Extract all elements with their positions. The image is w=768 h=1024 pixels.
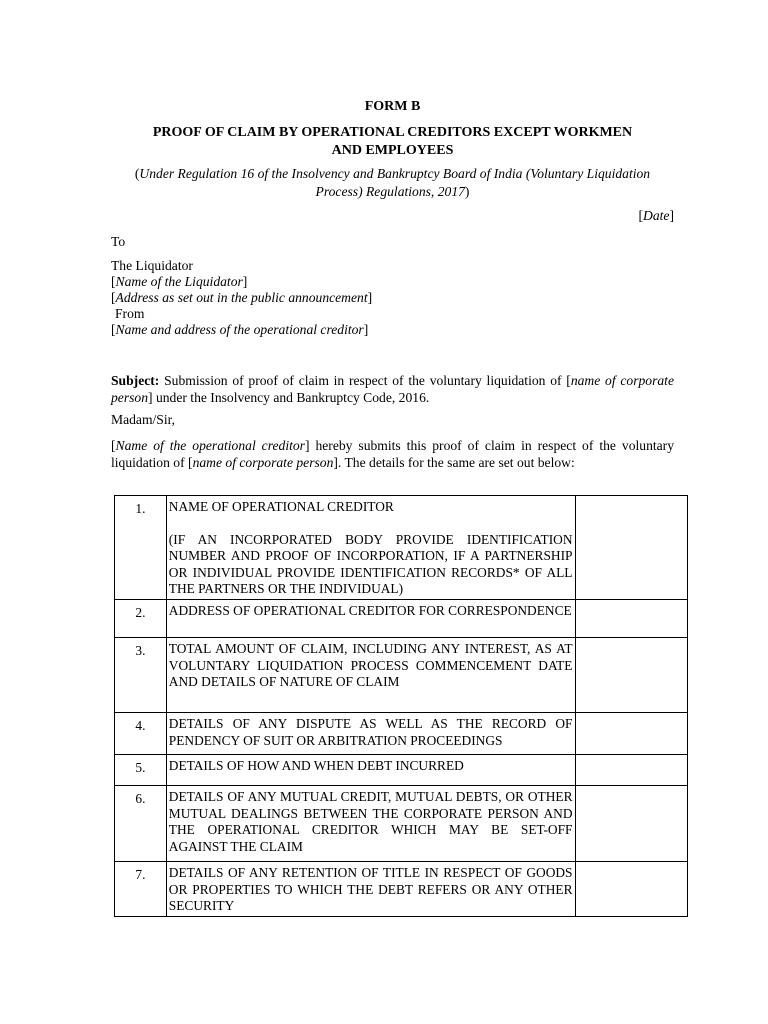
liquidator-address: [Address as set out in the public announcement] xyxy=(111,290,373,305)
row-value-cell[interactable] xyxy=(575,496,688,600)
row-value-cell[interactable] xyxy=(575,862,688,917)
row-description: DETAILS OF ANY RETENTION OF TITLE IN RESPECT OF GOODS OR PROPERTIES TO WHICH THE DEBT REFERS OR ANY OTHER SECURITY xyxy=(166,862,575,917)
to-label: To xyxy=(111,234,126,249)
table-row xyxy=(115,638,688,713)
form-title xyxy=(111,124,674,160)
subject-label: Subject: xyxy=(111,373,160,388)
salutation: Madam/Sir, xyxy=(111,412,176,427)
table-row xyxy=(115,862,688,917)
row-description-line2: (IF AN INCORPORATED BODY PROVIDE IDENTIFICATION NUMBER AND PROOF OF INCORPORATION, IF A PARTNERSHIP OR INDIVIDUAL PROVIDE IDENTIFICATION RECORDS* OF ALL THE PARTNERS OR THE INDIVIDUAL) xyxy=(168,531,573,597)
date-field: [Date] xyxy=(638,208,674,223)
row-number: 3. xyxy=(115,638,167,713)
row-value-cell[interactable] xyxy=(575,600,688,638)
table-row xyxy=(115,755,688,786)
row-number: 2. xyxy=(115,600,167,638)
regulation-reference xyxy=(111,165,674,201)
claim-details-table xyxy=(114,495,688,917)
regulation-close: ) xyxy=(464,184,470,199)
row-description xyxy=(166,496,575,600)
table-row xyxy=(115,786,688,862)
row-number: 6. xyxy=(115,786,167,862)
row-description: DETAILS OF ANY MUTUAL CREDIT, MUTUAL DEBTS, OR OTHER MUTUAL DEALINGS BETWEEN THE CORPORATE PERSON AND THE OPERATIONAL CREDITOR WHICH MAY BE SET-OFF AGAINST THE CLAIM xyxy=(166,786,575,862)
subject-text-after: ] under the Insolvency and Bankruptcy Code, 2016. xyxy=(148,390,430,405)
table-row xyxy=(115,496,688,600)
regulation-open: ( xyxy=(134,166,140,181)
subject-placeholder: name of corporate person xyxy=(111,373,674,405)
body-text-end: ]. The details for the same are set out below: xyxy=(333,455,575,470)
liquidator-name: [Name of the Liquidator] xyxy=(111,274,248,289)
liquidator-name-placeholder: Name of the Liquidator xyxy=(115,274,243,289)
row-number: 5. xyxy=(115,755,167,786)
row-number: 7. xyxy=(115,862,167,917)
row-description: DETAILS OF ANY DISPUTE AS WELL AS THE RECORD OF PENDENCY OF SUIT OR ARBITRATION PROCEEDINGS xyxy=(166,713,575,755)
row-number: 1. xyxy=(115,496,167,600)
form-title-text: PROOF OF CLAIM BY OPERATIONAL CREDITORS EXCEPT WORKMEN AND EMPLOYEES xyxy=(152,125,633,158)
row-description: TOTAL AMOUNT OF CLAIM, INCLUDING ANY INTEREST, AS AT VOLUNTARY LIQUIDATION PROCESS COMMENCEMENT DATE AND DETAILS OF NATURE OF CLAIM xyxy=(166,638,575,713)
date-placeholder: Date xyxy=(643,208,670,223)
recipient: The Liquidator xyxy=(111,258,193,273)
body-paragraph xyxy=(111,437,674,471)
body-text-middle: ] hereby submits this proof of claim in respect of the voluntary liquidation of [ xyxy=(111,438,674,470)
body-creditor-placeholder: Name of the operational creditor xyxy=(115,438,305,453)
row-value-cell[interactable] xyxy=(575,786,688,862)
row-number: 4. xyxy=(115,713,167,755)
regulation-text: Under Regulation 16 of the Insolvency and Bankruptcy Board of India (Voluntary Liquidation Process) Regulations, 2017 xyxy=(139,166,651,199)
subject-text-before: Submission of proof of claim in respect of the voluntary liquidation of [ xyxy=(159,373,571,388)
row-description: DETAILS OF HOW AND WHEN DEBT INCURRED xyxy=(166,755,575,786)
body-open-bracket: [ xyxy=(111,438,116,453)
row-value-cell[interactable] xyxy=(575,638,688,713)
table-row xyxy=(115,600,688,638)
row-value-cell[interactable] xyxy=(575,713,688,755)
creditor-placeholder: Name and address of the operational creditor xyxy=(115,322,364,337)
body-corporate-placeholder: name of corporate person xyxy=(192,455,334,470)
row-description-line1: NAME OF OPERATIONAL CREDITOR xyxy=(168,499,394,514)
creditor-address: [Name and address of the operational creditor] xyxy=(111,322,369,337)
form-label: FORM B xyxy=(364,99,421,114)
subject-paragraph xyxy=(111,372,674,406)
liquidator-address-placeholder: Address as set out in the public announcement xyxy=(115,290,368,305)
table-row xyxy=(115,713,688,755)
row-value-cell[interactable] xyxy=(575,755,688,786)
row-description: ADDRESS OF OPERATIONAL CREDITOR FOR CORRESPONDENCE xyxy=(166,600,575,638)
from-label: From xyxy=(115,306,145,321)
